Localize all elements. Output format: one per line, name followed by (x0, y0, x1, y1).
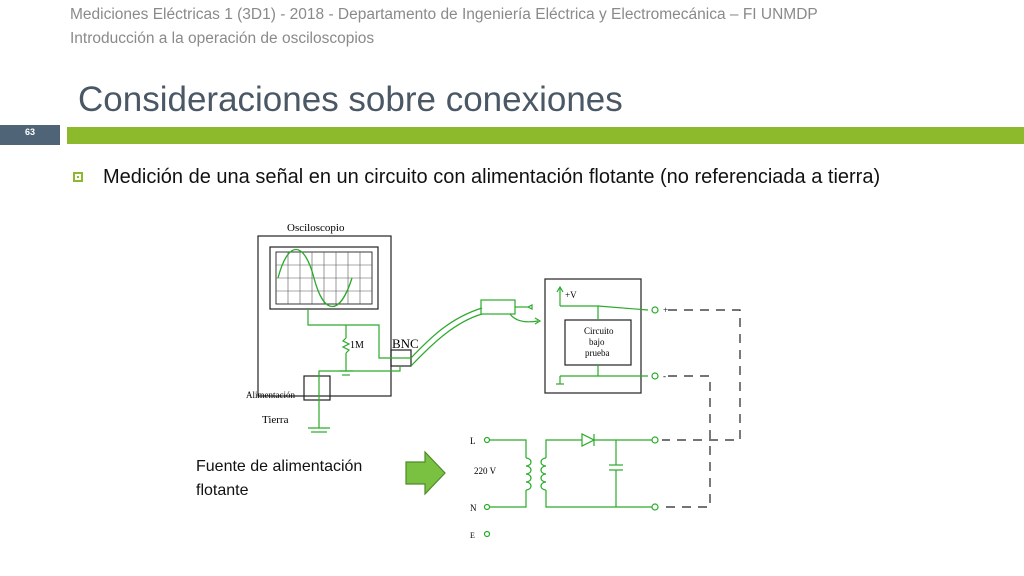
bullet-text: Medición de una señal en un circuito con alimentación flotante (no referenciada a tierra) (103, 166, 881, 188)
bnc-label: BNC (392, 336, 419, 351)
slide-number: 63 (24, 127, 35, 137)
plus-v-label: +V (565, 290, 577, 300)
circuit-under-test (545, 279, 658, 393)
oscilloscope (258, 236, 411, 400)
plus-sign-label: + (663, 305, 669, 315)
oscilloscope-label: Osciloscopio (287, 222, 345, 234)
fuente-label (196, 455, 362, 503)
probe-cable (411, 300, 540, 366)
circuit-text-1: Circuito (584, 326, 614, 336)
n-terminal-label: N (470, 503, 477, 513)
l-terminal-label: L (470, 436, 476, 446)
alimentacion-label: Alimentación (246, 390, 295, 400)
screen-grid (276, 252, 372, 304)
circuit-text-2: bajo (589, 337, 605, 347)
floating-power-supply (485, 434, 659, 537)
tierra-label: Tierra (262, 414, 289, 426)
internal-wiring (308, 309, 411, 432)
dashed-connections (662, 310, 740, 507)
slide-title: Consideraciones sobre conexiones (78, 80, 623, 119)
resistor-label: 1M (350, 340, 364, 351)
fuente-label-line1: Fuente de alimentación (196, 458, 363, 475)
minus-sign-label: - (663, 371, 666, 381)
fuente-label-line2: flotante (196, 482, 249, 499)
circuit-text-3: prueba (585, 348, 610, 358)
e-terminal-label: E (470, 531, 475, 540)
header-topic-line: Introducción a la operación de osciloscopios (70, 30, 375, 47)
arrow-right-icon (406, 452, 445, 494)
voltage-label: 220 V (474, 466, 497, 476)
header-course-line: Mediciones Eléctricas 1 (3D1) - 2018 - Departamento de Ingeniería Eléctrica y Electromecánica – FI UNMDP (70, 6, 818, 23)
oscilloscope-body (258, 236, 391, 396)
